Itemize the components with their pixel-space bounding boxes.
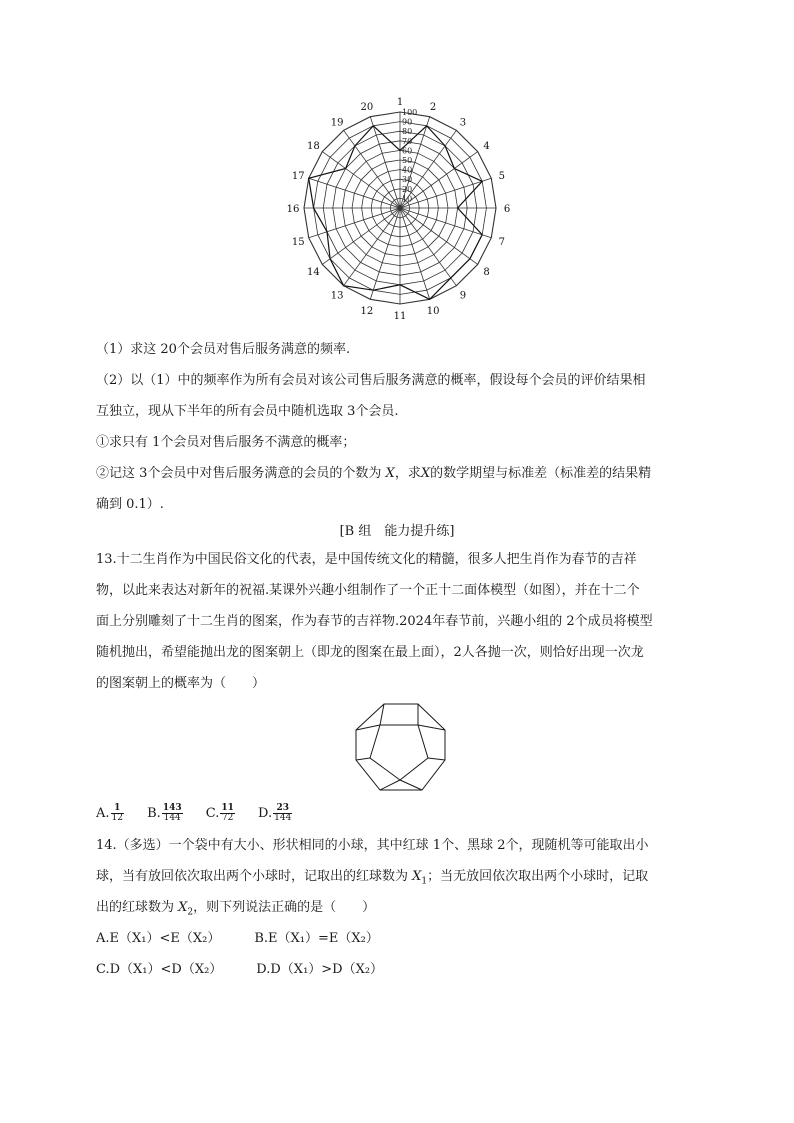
radar-ring-label: 30 xyxy=(402,175,413,185)
q14-line2: 球，当有放回依次取出两个小球时，记取出的红球数为 $X_1$；当无放回依次取出两个小球时，记取 xyxy=(96,869,649,887)
radar-spoke-label: 10 xyxy=(426,305,440,317)
radar-spoke-label: 14 xyxy=(307,266,320,278)
radar-spoke-label: 20 xyxy=(360,102,374,114)
q12-part2-line2: 互独立，现从下半年的所有会员中随机选取 3个会员. xyxy=(96,404,399,419)
radar-ring-label: 80 xyxy=(402,127,413,137)
option-b[interactable]: B.E（X₁）=E（X₂） xyxy=(254,931,379,946)
radar-ring-label: 10 xyxy=(402,194,413,204)
q13-line4: 随机抛出，希望能抛出龙的图案朝上（即龙的图案在最上面），2人各抛一次，则恰好出现一次龙 xyxy=(96,645,644,660)
radar-spoke-label: 3 xyxy=(459,117,467,129)
radar-spoke-label: 16 xyxy=(286,204,300,215)
var-x2: X xyxy=(178,900,188,915)
radar-ring-label: 20 xyxy=(402,184,413,194)
option-d[interactable]: D. $\frac{23}{144}$ xyxy=(258,803,292,823)
radar-spoke-label: 5 xyxy=(498,170,505,182)
q12-sub2-pre: ②记这 3个会员中对售后服务满意的会员的个数为 xyxy=(96,466,382,481)
option-b[interactable]: B. $\frac{143}{144}$ xyxy=(147,803,182,823)
q13-line5: 的图案朝上的概率为（ ） xyxy=(96,676,266,691)
option-c[interactable]: C.D（X₁）<D（X₂） xyxy=(96,962,223,977)
radar-spoke-label: 12 xyxy=(360,305,374,317)
q13-line1: 13.十二生肖作为中国民俗文化的代表，是中国传统文化的精髓，很多人把生肖作为春节的吉祥 xyxy=(96,552,637,567)
radar-spoke-label: 17 xyxy=(291,170,305,182)
option-c[interactable]: C. $\frac{11}{72}$ xyxy=(205,803,234,823)
radar-spoke-label: 7 xyxy=(498,237,505,249)
option-a[interactable]: A.E（X₁）<E（X₂） xyxy=(96,931,221,946)
radar-spoke-label: 19 xyxy=(330,117,344,129)
radar-ring-label: 70 xyxy=(402,136,413,146)
q12-sub2-post: 的数学期望与标准差（标准差的结果精 xyxy=(430,466,652,481)
var-x: X xyxy=(385,466,395,481)
radar-spoke-label: 8 xyxy=(483,266,490,278)
radar-spoke-label: 13 xyxy=(330,290,344,302)
q13-line3: 面上分别雕刻了十二生肖的图案，作为春节的吉祥物.2024年春节前，兴趣小组的 2个成员将模型 xyxy=(96,614,653,629)
radar-spoke-label: 11 xyxy=(393,311,407,322)
q14-line3: 出的红球数为 $X_2$，则下列说法正确的是（ ） xyxy=(96,900,376,918)
radar-ring-label: 90 xyxy=(402,117,413,127)
radar-score-line xyxy=(309,126,483,299)
q14-line1: 14.（多选）一个袋中有大小、形状相同的小球，其中红球 1个、黑球 2个，现随机等可能取出小 xyxy=(96,838,649,853)
q12-sub2-line2: 确到 0.1）. xyxy=(96,497,164,512)
dodecahedron-figure xyxy=(352,700,448,796)
q14-options-cd xyxy=(96,962,401,978)
radar-ring-label: 40 xyxy=(402,165,413,175)
q13-line2: 物，以此来表达对新年的祝福.某课外兴趣小组制作了一个正十二面体模型（如图），并在十二个 xyxy=(96,583,640,598)
radar-spoke-label: 1 xyxy=(396,97,404,108)
radar-spoke-label: 6 xyxy=(503,204,511,215)
var-x1: X xyxy=(412,869,422,884)
q12-sub1: ①求只有 1个会员对售后服务不满意的概率； xyxy=(96,435,356,450)
radar-ring-label: 50 xyxy=(402,156,413,165)
q12-sub2-line1 xyxy=(96,466,651,482)
radar-spoke-label: 18 xyxy=(307,141,320,153)
option-d[interactable]: D.D（X₁）>D（X₂） xyxy=(256,962,384,977)
var-x: X xyxy=(420,466,431,481)
radar-spoke-label: 4 xyxy=(483,141,490,153)
radar-chart xyxy=(272,90,528,330)
q12-part1: （1）求这 20个会员对售后服务满意的频率. xyxy=(96,342,351,357)
section-heading: [B 组 能力提升练] xyxy=(339,524,455,539)
radar-spoke-label: 9 xyxy=(459,290,467,302)
radar-ring-label: 60 xyxy=(402,146,413,156)
q13-options xyxy=(96,804,311,824)
q12-sub2-mid: ，求 xyxy=(394,466,421,481)
radar-spoke-label: 15 xyxy=(291,237,305,249)
radar-ring-label: 100 xyxy=(402,108,418,117)
q12-part2-line1: （2）以（1）中的频率作为所有会员对该公司售后服务满意的概率，假设每个会员的评价结果相 xyxy=(96,373,646,388)
q14-options-ab xyxy=(96,931,397,947)
option-a[interactable]: A. $\frac{1}{12}$ xyxy=(96,803,123,823)
radar-spoke-label: 2 xyxy=(429,102,437,114)
